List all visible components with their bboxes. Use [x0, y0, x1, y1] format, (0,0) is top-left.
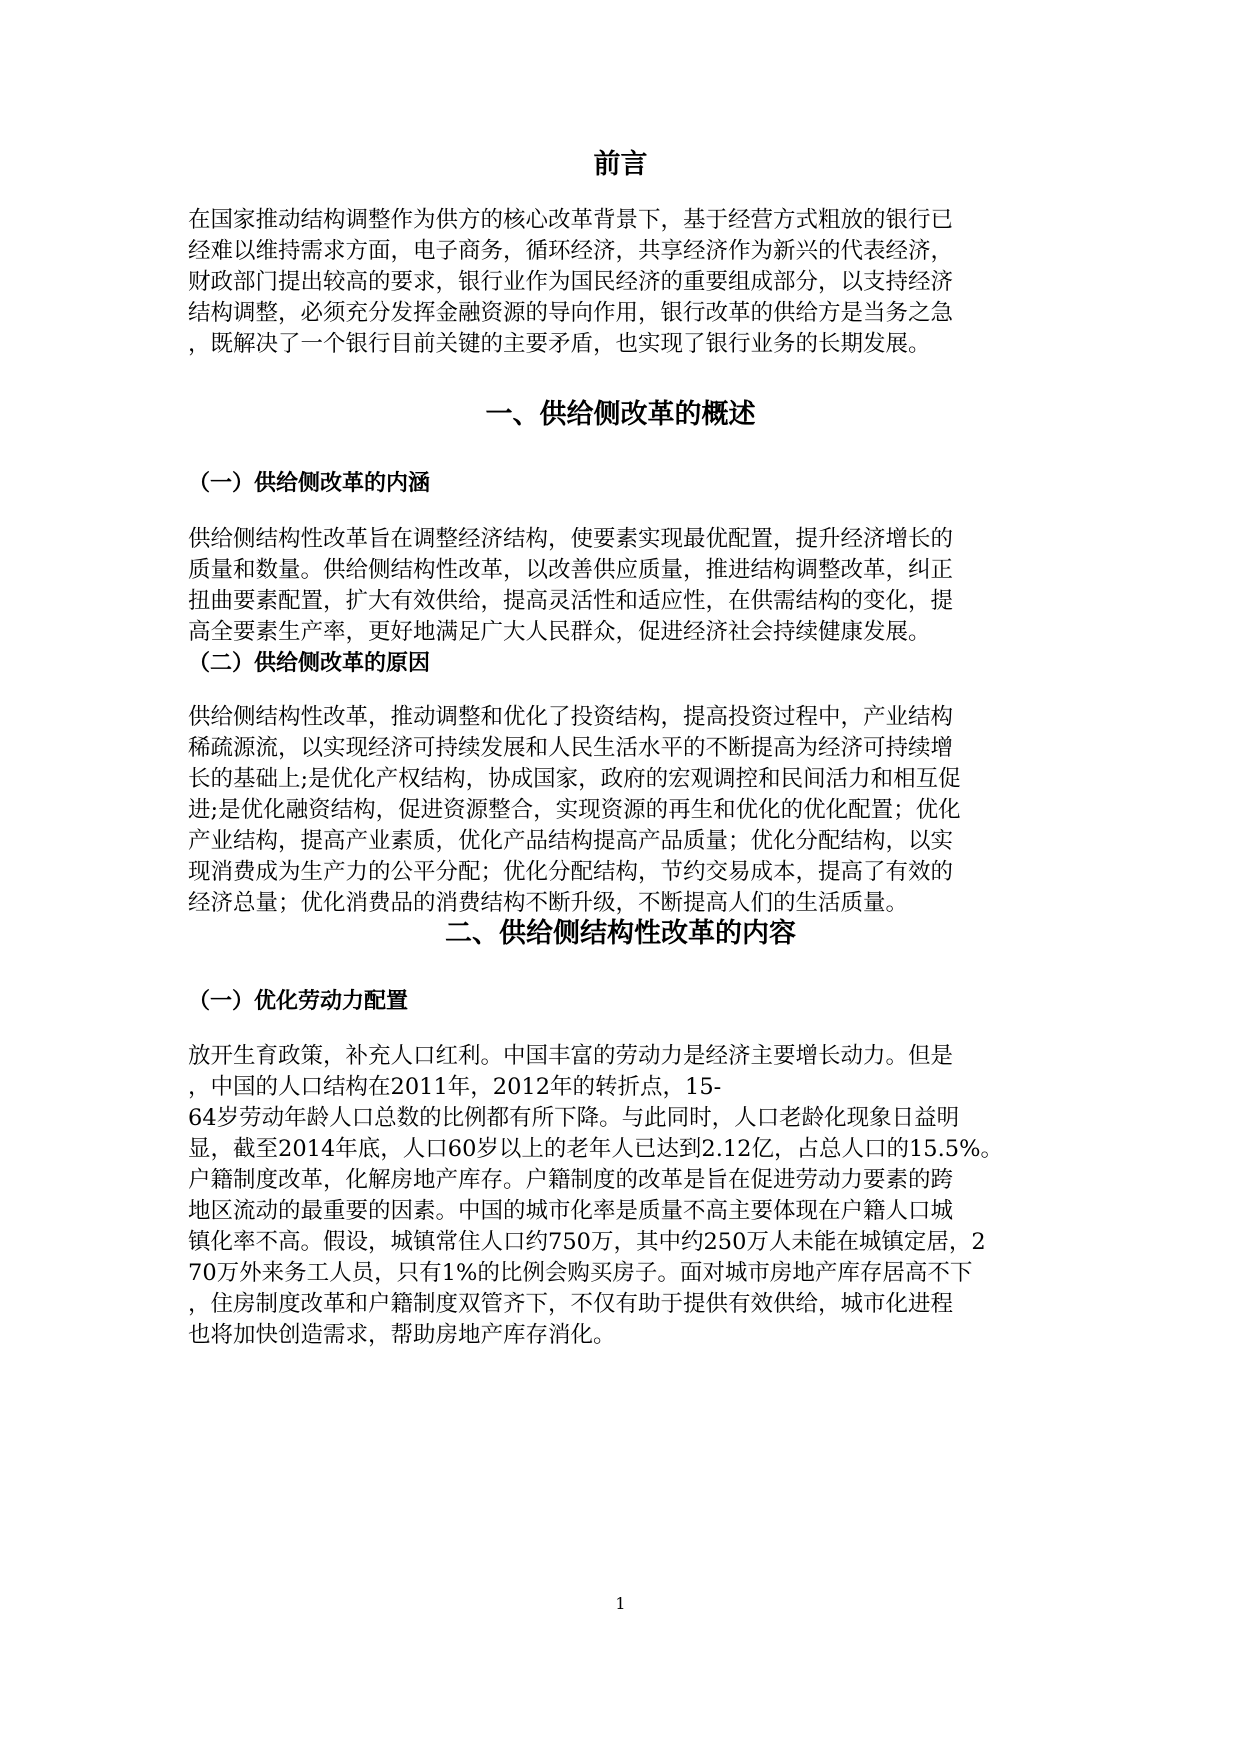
paragraph-line: 长的基础上;是优化产权结构，协成国家，政府的宏观调控和民间活力和相互促 — [188, 766, 961, 792]
paragraph-line: ，中国的人口结构在2011年，2012年的转折点，15- — [188, 1074, 722, 1100]
paragraph-line: 户籍制度改革，化解房地产库存。户籍制度的改革是旨在促进劳动力要素的跨 — [188, 1167, 954, 1193]
paragraph-line: 稀疏源流，以实现经济可持续发展和人民生活水平的不断提高为经济可持续增 — [188, 735, 954, 761]
section1-title: 一、供给侧改革的概述 — [485, 399, 756, 430]
paragraph-line: 镇化率不高。假设，城镇常住人口约750万，其中约250万人未能在城镇定居，2 — [188, 1229, 986, 1255]
section2-title: 二、供给侧结构性改革的内容 — [445, 918, 796, 949]
paragraph-line: 在国家推动结构调整作为供方的核心改革背景下，基于经营方式粗放的银行已 — [188, 207, 954, 233]
paragraph-line: 地区流动的最重要的因素。中国的城市化率是质量不高主要体现在户籍人口城 — [188, 1198, 954, 1224]
section1-sub1-title: （一）供给侧改革的内涵 — [188, 470, 431, 496]
preface-title: 前言 — [593, 149, 648, 180]
paragraph-line: 结构调整，必须充分发挥金融资源的导向作用，银行改革的供给方是当务之急 — [188, 300, 954, 326]
paragraph-line: 高全要素生产率，更好地满足广大人民群众，促进经济社会持续健康发展。 — [188, 619, 931, 645]
paragraph-line: 供给侧结构性改革旨在调整经济结构，使要素实现最优配置，提升经济增长的 — [188, 526, 954, 552]
paragraph-line: 质量和数量。供给侧结构性改革，以改善供应质量，推进结构调整改革，纠正 — [188, 557, 954, 583]
paragraph-line: 显，截至2014年底，人口60岁以上的老年人已达到2.12亿，占总人口的15.5%。 — [188, 1136, 1003, 1162]
preface-paragraph — [188, 205, 1241, 360]
paragraph-line: 也将加快创造需求，帮助房地产库存消化。 — [188, 1322, 616, 1348]
paragraph-line: 70万外来务工人员，只有1%的比例会购买房子。面对城市房地产库存居高不下 — [188, 1260, 973, 1286]
paragraph-line: 财政部门提出较高的要求，银行业作为国民经济的重要组成部分，以支持经济 — [188, 269, 954, 295]
section2-sub1-title: （一）优化劳动力配置 — [188, 988, 409, 1014]
page-number: 1 — [615, 1594, 626, 1613]
paragraph-line: 经难以维持需求方面，电子商务，循环经济，共享经济作为新兴的代表经济， — [188, 238, 954, 264]
paragraph-line: 扭曲要素配置，扩大有效供给，提高灵活性和适应性，在供需结构的变化，提 — [188, 588, 954, 614]
paragraph-line: ，既解决了一个银行目前关键的主要矛盾，也实现了银行业务的长期发展。 — [188, 331, 931, 357]
section1-sub2-paragraph — [188, 702, 1241, 919]
section2-sub1-paragraph — [188, 1041, 1241, 1351]
paragraph-line: 进;是优化融资结构，促进资源整合，实现资源的再生和优化的优化配置；优化 — [188, 797, 961, 823]
paragraph-line: ，住房制度改革和户籍制度双管齐下，不仅有助于提供有效供给，城市化进程 — [188, 1291, 954, 1317]
paragraph-line: 供给侧结构性改革，推动调整和优化了投资结构，提高投资过程中，产业结构 — [188, 704, 954, 730]
section1-sub1-paragraph — [188, 524, 1241, 648]
section1-sub2-title: （二）供给侧改革的原因 — [188, 650, 431, 676]
paragraph-line: 经济总量；优化消费品的消费结构不断升级，不断提高人们的生活质量。 — [188, 890, 909, 916]
paragraph-line: 现消费成为生产力的公平分配；优化分配结构，节约交易成本，提高了有效的 — [188, 859, 954, 885]
paragraph-line: 放开生育政策，补充人口红利。中国丰富的劳动力是经济主要增长动力。但是 — [188, 1043, 954, 1069]
paragraph-line: 64岁劳动年龄人口总数的比例都有所下降。与此同时，人口老龄化现象日益明 — [188, 1105, 960, 1131]
paragraph-line: 产业结构，提高产业素质，优化产品结构提高产品质量；优化分配结构，以实 — [188, 828, 954, 854]
